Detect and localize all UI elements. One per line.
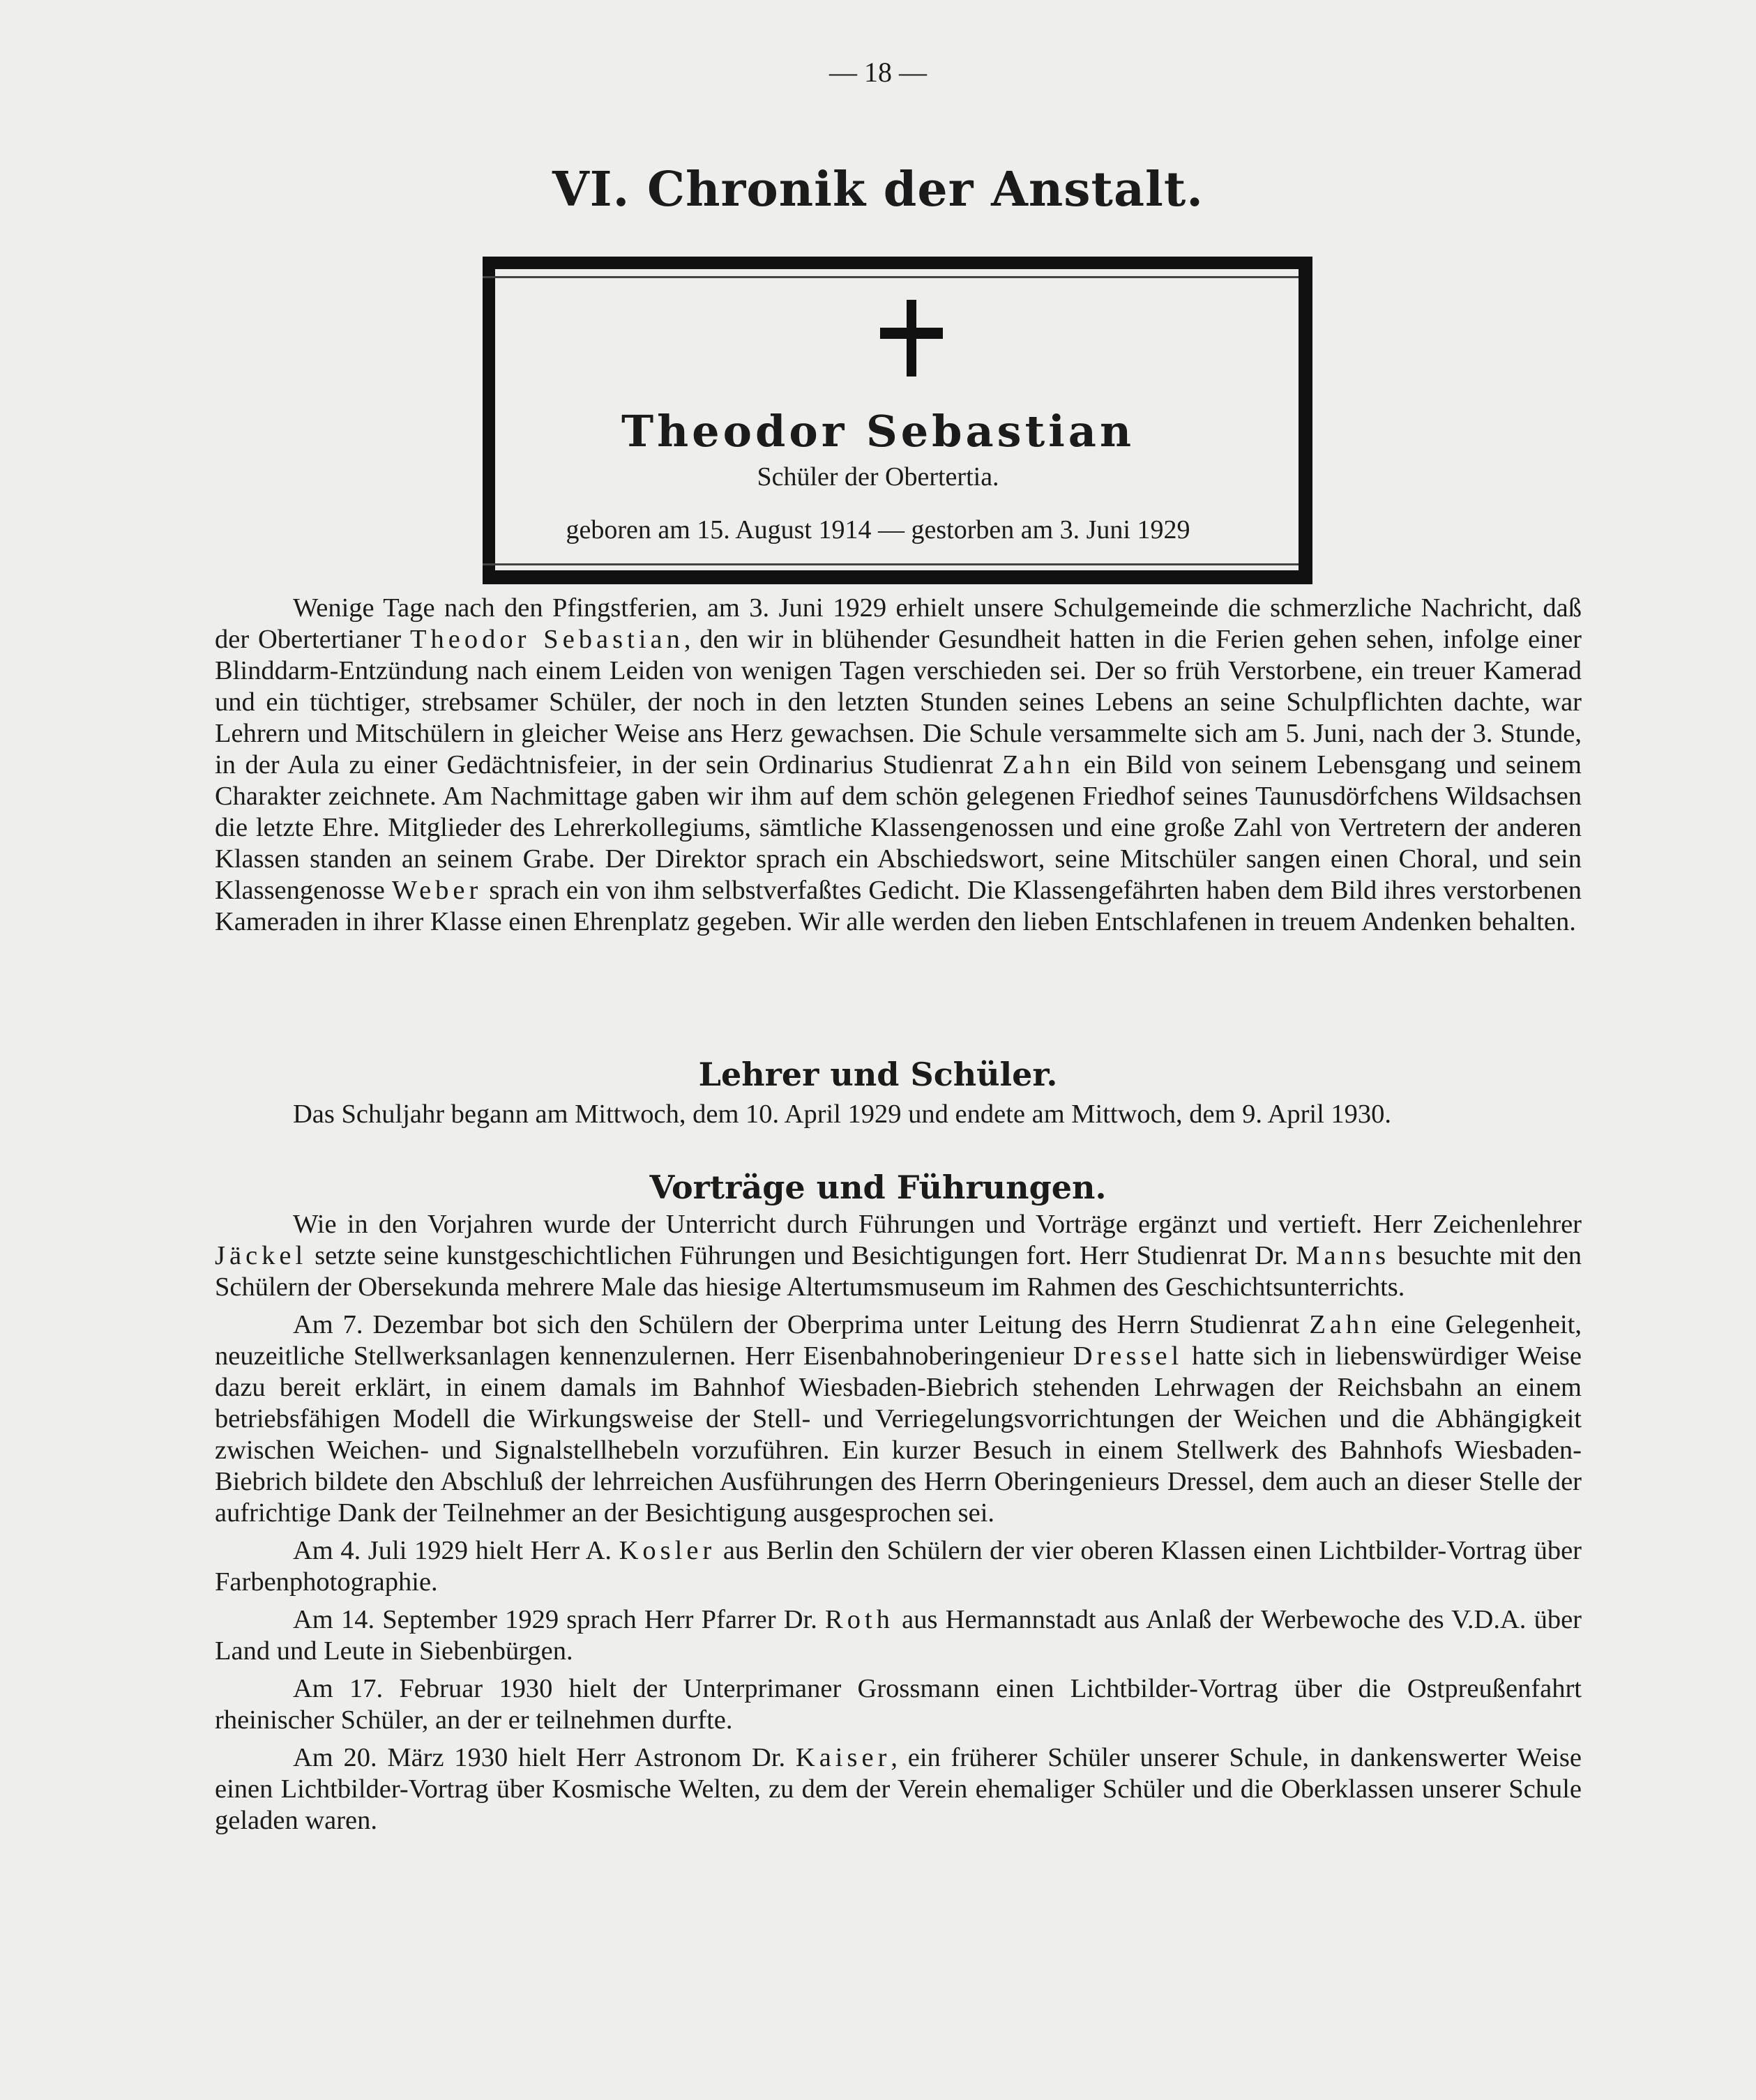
spaced-name: Zahn xyxy=(1002,750,1075,779)
obituary-role: Schüler der Obertertia. xyxy=(757,462,999,492)
obituary-dates: geboren am 15. August 1914 — gestorben am 3. Juni 1929 xyxy=(566,515,1190,545)
paragraph: Am 4. Juli 1929 hielt Herr A. Kosler aus Berlin den Schülern der vier oberen Klassen einen Lichtbilder-Vortrag über Farbenphotographie. xyxy=(215,1536,1582,1597)
paragraph: Am 7. Dezembar bot sich den Schülern der Oberprima unter Leitung des Herrn Studienrat Zahn eine Gelegenheit, neuzeitliche Stellwerksanlagen kennenzulernen. Herr Eisenbahnoberingenieur Dressel hatte sich in liebenswürdiger Weise dazu bereit erklärt, in einem damals im Bahnhof Wiesbaden-Biebrich stehenden Lehrwagen der Reichsbahn an einem betriebsfähigen Modell die Wirkungsweise der Stell- und Verriegelungsvorrichtungen der Weichen und die Abhängigkeit zwischen Weichen- und Signalstellhebeln vorzuführen. Ein kurzer Besuch in einem Stellwerk des Bahnhofs Wiesbaden-Biebrich bildete den Abschluß der lehrreichen Ausführungen des Herrn Oberingenieurs Dressel, dem auch an dieser Stelle der aufrichtige Dank der Teilnehmer an der Besichtigung ausgesprochen sei. xyxy=(215,1310,1582,1528)
section-heading-vortraege: Vorträge und Führungen. xyxy=(649,1169,1107,1206)
paragraph: Das Schuljahr begann am Mittwoch, dem 10. April 1929 und endete am Mittwoch, dem 9. April 1930. xyxy=(293,1100,1392,1129)
obituary-name: Theodor Sebastian xyxy=(621,406,1135,457)
section-lehrer-text xyxy=(215,1099,1582,1136)
obituary-frame-rule-top xyxy=(483,276,1299,278)
obituary-frame-bottom xyxy=(483,570,1312,584)
section-vortraege-text xyxy=(215,1209,1582,1843)
chapter-title: VI. Chronik der Anstalt. xyxy=(552,162,1204,218)
paragraph: Am 17. Februar 1930 hielt der Unterprimaner Grossmann einen Lichtbilder-Vortrag über die Ostpreußenfahrt rheinischer Schüler, an der er teilnehmen durfte. xyxy=(215,1674,1582,1735)
spaced-name: Weber xyxy=(391,876,483,905)
obituary-frame-rule-bottom xyxy=(483,563,1299,565)
obituary-paragraph: Wenige Tage nach den Pfingstferien, am 3. Juni 1929 erhielt unsere Schulgemeinde die schmerzliche Nachricht, daß der Obertertianer Theodor Sebastian, den wir in blühender Gesundheit hatten in die Ferien gehen sehen, infolge einer Blinddarm-Entzündung nach einem Leiden von wenigen Tagen verschieden sei. Der so früh Verstorbene, ein treuer Kamerad und ein tüchtiger, strebsamer Schüler, der noch in den letzten Stunden seines Lebens an seine Schulpflichten dachte, war Lehrern und Mitschülern in gleicher Weise ans Herz gewachsen. Die Schule versammelte sich am 5. Juni, nach der 3. Stunde, in der Aula zu einer Gedächtnisfeier, in der sein Ordinarius Studienrat Zahn ein Bild von seinem Lebensgang und seinem Charakter zeichnete. Am Nachmittage gaben wir ihm auf dem schön gelegenen Friedhof seines Taunusdörfchens Wildsachsen die letzte Ehre. Mitglieder des Lehrerkollegiums, sämtliche Klassengenossen und eine große Zahl von Vertretern der anderen Klassen standen an seinem Grabe. Der Direktor sprach ein Abschiedswort, seine Mitschüler sangen einen Choral, und sein Klassengenosse Weber sprach ein von ihm selbstverfaßtes Gedicht. Die Klassengefährten haben dem Bild ihres verstorbenen Kameraden in ihrer Klasse einen Ehrenplatz gegeben. Wir alle werden den lieben Entschlafenen in treuem Andenken behalten. xyxy=(215,593,1582,936)
section-heading-lehrer: Lehrer und Schüler. xyxy=(698,1056,1058,1093)
spaced-name: Theodor Sebastian xyxy=(410,625,684,654)
paragraph: Am 14. September 1929 sprach Herr Pfarrer Dr. Roth aus Hermannstadt aus Anlaß der Werbewoche des V.D.A. über Land und Leute in Siebenbürgen. xyxy=(215,1605,1582,1666)
paragraph: Wie in den Vorjahren wurde der Unterricht durch Führungen und Vorträge ergänzt und vertieft. Herr Zeichenlehrer Jäckel setzte seine kunstgeschichtlichen Führungen und Besichtigungen fort. Herr Studienrat Dr. Manns besuchte mit den Schülern der Obersekunda mehrere Male das hiesige Altertumsmuseum im Rahmen des Geschichtsunterrichts. xyxy=(215,1210,1582,1302)
obituary-text xyxy=(215,593,1582,944)
cross-icon xyxy=(880,300,943,376)
paragraph: Am 20. März 1930 hielt Herr Astronom Dr. Kaiser, ein früherer Schüler unserer Schule, in dankenswerter Weise einen Lichtbilder-Vortrag über Kosmische Welten, zu dem der Verein ehemaliger Schüler und die Oberklassen unserer Schule geladen waren. xyxy=(215,1743,1582,1835)
page-number: — 18 — xyxy=(829,56,927,88)
